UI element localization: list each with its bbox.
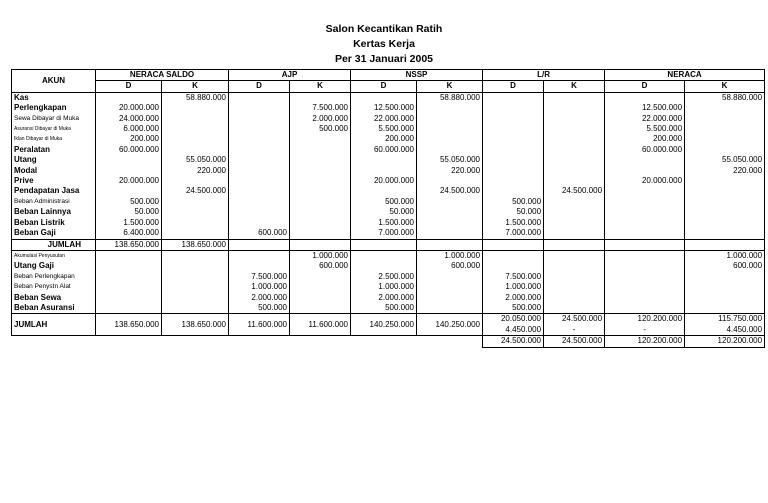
header-neraca: NERACA <box>605 70 765 81</box>
amount-cell: 220.000 <box>417 166 483 176</box>
amount-cell <box>544 134 605 144</box>
amount-cell <box>685 228 765 239</box>
amount-cell <box>229 207 290 217</box>
amount-cell <box>605 303 685 314</box>
amount-cell <box>605 207 685 217</box>
worksheet-title-block <box>0 22 768 67</box>
amount-cell <box>162 250 229 261</box>
amount-cell <box>483 92 544 103</box>
amount-cell <box>605 155 685 165</box>
amount-cell <box>483 166 544 176</box>
amount-cell <box>605 293 685 303</box>
account-row <box>12 186 765 196</box>
amount-cell: 200.000 <box>351 134 417 144</box>
account-row <box>12 261 765 271</box>
account-name: Utang Gaji <box>12 261 96 271</box>
account-row <box>12 134 765 144</box>
amount-cell <box>685 114 765 124</box>
amount-cell <box>229 176 290 186</box>
amount-cell <box>417 103 483 113</box>
amount-cell <box>417 134 483 144</box>
amount-cell <box>483 114 544 124</box>
amount-cell <box>483 134 544 144</box>
amount-cell: 55.050.000 <box>162 155 229 165</box>
amount-cell <box>96 282 162 292</box>
amount-cell: 55.050.000 <box>685 155 765 165</box>
amount-cell: 2.000.000 <box>351 293 417 303</box>
amount-cell <box>544 293 605 303</box>
amount-cell: 7.500.000 <box>483 272 544 282</box>
amount-cell <box>229 261 290 271</box>
amount-cell <box>229 103 290 113</box>
amount-cell <box>290 218 351 228</box>
header-credit: K <box>417 81 483 92</box>
amount-cell <box>605 250 685 261</box>
amount-cell <box>162 197 229 207</box>
amount-cell <box>96 261 162 271</box>
amount-cell: 1.000.000 <box>290 250 351 261</box>
header-nssp: NSSP <box>351 70 483 81</box>
amount-cell <box>685 303 765 314</box>
amount-cell <box>351 250 417 261</box>
total-nssp-debit: 140.250.000 <box>351 314 417 336</box>
amount-cell <box>605 197 685 207</box>
amount-cell <box>162 228 229 239</box>
total-lr-debit: 20.050.000 <box>483 314 544 325</box>
account-name: Beban Penystn Alat <box>12 282 96 292</box>
amount-cell <box>290 197 351 207</box>
amount-cell <box>483 250 544 261</box>
account-name: Modal <box>12 166 96 176</box>
amount-cell: 12.500.000 <box>351 103 417 113</box>
amount-cell <box>417 114 483 124</box>
account-name: Beban Lainnya <box>12 207 96 217</box>
amount-cell: 2.000.000 <box>483 293 544 303</box>
amount-cell: 220.000 <box>685 166 765 176</box>
amount-cell: 7.000.000 <box>483 228 544 239</box>
amount-cell: 600.000 <box>229 228 290 239</box>
amount-cell <box>162 114 229 124</box>
amount-cell <box>162 176 229 186</box>
neraca-profit-credit: 4.450.000 <box>685 325 765 336</box>
amount-cell <box>544 114 605 124</box>
amount-cell <box>290 207 351 217</box>
amount-cell <box>685 176 765 186</box>
amount-cell <box>544 218 605 228</box>
amount-cell <box>229 166 290 176</box>
amount-cell <box>605 261 685 271</box>
amount-cell <box>605 186 685 196</box>
account-name: Asuransi Dibayar di Muka <box>12 124 96 134</box>
neraca-dash: - <box>605 325 685 336</box>
amount-cell <box>544 228 605 239</box>
amount-cell <box>290 145 351 155</box>
amount-cell: 220.000 <box>162 166 229 176</box>
amount-cell: 58.880.000 <box>685 92 765 103</box>
subtotal-row <box>12 239 765 250</box>
amount-cell <box>290 272 351 282</box>
account-name: Pendapatan Jasa <box>12 186 96 196</box>
account-name: Beban Administrasi <box>12 197 96 207</box>
account-row <box>12 303 765 314</box>
account-name: Beban Perlengkapan <box>12 272 96 282</box>
account-name: Beban Sewa <box>12 293 96 303</box>
header-lr: L/R <box>483 70 605 81</box>
amount-cell <box>162 303 229 314</box>
amount-cell <box>229 218 290 228</box>
amount-cell: 600.000 <box>290 261 351 271</box>
amount-cell <box>162 103 229 113</box>
amount-cell: 50.000 <box>483 207 544 217</box>
amount-cell <box>290 155 351 165</box>
account-row <box>12 282 765 292</box>
amount-cell <box>685 282 765 292</box>
amount-cell <box>417 293 483 303</box>
amount-cell <box>544 303 605 314</box>
amount-cell <box>96 293 162 303</box>
amount-cell <box>685 145 765 155</box>
amount-cell <box>162 207 229 217</box>
amount-cell: 60.000.000 <box>605 145 685 155</box>
amount-cell <box>162 282 229 292</box>
amount-cell: 7.000.000 <box>351 228 417 239</box>
period-date: Per 31 Januari 2005 <box>334 53 434 65</box>
total-ns-credit: 138.650.000 <box>162 314 229 336</box>
total-lr-credit: 24.500.000 <box>544 314 605 325</box>
amount-cell <box>605 92 685 103</box>
account-name: Kas <box>12 92 96 103</box>
amount-cell <box>685 103 765 113</box>
amount-cell <box>229 186 290 196</box>
amount-cell <box>544 145 605 155</box>
amount-cell: 6.400.000 <box>96 228 162 239</box>
amount-cell <box>544 250 605 261</box>
amount-cell: 1.500.000 <box>351 218 417 228</box>
account-rows-top <box>12 92 765 239</box>
grand-total-row <box>12 336 765 347</box>
grand-lr-credit: 24.500.000 <box>544 336 605 347</box>
amount-cell <box>605 282 685 292</box>
account-row <box>12 218 765 228</box>
amount-cell <box>544 103 605 113</box>
account-row <box>12 207 765 217</box>
amount-cell <box>351 155 417 165</box>
amount-cell <box>162 261 229 271</box>
amount-cell <box>290 92 351 103</box>
amount-cell <box>417 176 483 186</box>
amount-cell <box>417 124 483 134</box>
amount-cell: 500.000 <box>483 197 544 207</box>
amount-cell: 1.000.000 <box>483 282 544 292</box>
account-row <box>12 176 765 186</box>
amount-cell <box>162 145 229 155</box>
header-credit: K <box>162 81 229 92</box>
amount-cell <box>96 186 162 196</box>
amount-cell: 58.880.000 <box>162 92 229 103</box>
amount-cell <box>162 272 229 282</box>
worksheet-table <box>11 69 765 348</box>
amount-cell: 6.000.000 <box>96 124 162 134</box>
amount-cell <box>417 145 483 155</box>
total-row <box>12 314 765 325</box>
amount-cell: 600.000 <box>685 261 765 271</box>
amount-cell: 1.000.000 <box>229 282 290 292</box>
total-label: JUMLAH <box>12 314 96 336</box>
amount-cell: 22.000.000 <box>351 114 417 124</box>
amount-cell <box>417 228 483 239</box>
amount-cell <box>605 218 685 228</box>
amount-cell <box>417 197 483 207</box>
amount-cell <box>544 124 605 134</box>
account-row <box>12 197 765 207</box>
header-debit: D <box>483 81 544 92</box>
amount-cell: 20.000.000 <box>351 176 417 186</box>
account-rows-bottom <box>12 250 765 313</box>
amount-cell: 55.050.000 <box>417 155 483 165</box>
amount-cell <box>417 207 483 217</box>
amount-cell: 22.000.000 <box>605 114 685 124</box>
amount-cell <box>290 228 351 239</box>
total-ajp-credit: 11.600.000 <box>290 314 351 336</box>
amount-cell <box>162 293 229 303</box>
account-name: Sewa Dibayar di Muka <box>12 114 96 124</box>
company-name: Salon Kecantikan Ratih <box>325 23 443 35</box>
amount-cell <box>417 282 483 292</box>
amount-cell: 20.000.000 <box>96 103 162 113</box>
account-name: Iklan Dibayar di Muka <box>12 134 96 144</box>
amount-cell <box>96 303 162 314</box>
amount-cell <box>162 134 229 144</box>
amount-cell: 58.880.000 <box>417 92 483 103</box>
amount-cell: 1.000.000 <box>417 250 483 261</box>
amount-cell <box>685 134 765 144</box>
amount-cell <box>483 261 544 271</box>
lr-profit-debit: 4.450.000 <box>483 325 544 336</box>
total-neraca-credit: 115.750.000 <box>685 314 765 325</box>
amount-cell <box>96 250 162 261</box>
amount-cell: 500.000 <box>351 197 417 207</box>
amount-cell <box>685 124 765 134</box>
amount-cell <box>685 186 765 196</box>
grand-neraca-debit: 120.200.000 <box>605 336 685 347</box>
amount-cell: 50.000 <box>351 207 417 217</box>
amount-cell: 500.000 <box>229 303 290 314</box>
amount-cell: 1.000.000 <box>685 250 765 261</box>
amount-cell: 1.000.000 <box>351 282 417 292</box>
amount-cell <box>544 261 605 271</box>
amount-cell <box>483 124 544 134</box>
account-row <box>12 250 765 261</box>
account-row <box>12 155 765 165</box>
amount-cell <box>685 272 765 282</box>
amount-cell <box>483 186 544 196</box>
amount-cell: 200.000 <box>605 134 685 144</box>
amount-cell: 500.000 <box>351 303 417 314</box>
amount-cell <box>544 197 605 207</box>
subtotal-credit: 138.650.000 <box>162 239 229 250</box>
amount-cell <box>290 303 351 314</box>
amount-cell <box>483 103 544 113</box>
grand-neraca-credit: 120.200.000 <box>685 336 765 347</box>
amount-cell <box>96 272 162 282</box>
total-ns-debit: 138.650.000 <box>96 314 162 336</box>
amount-cell <box>544 207 605 217</box>
amount-cell <box>290 293 351 303</box>
amount-cell: 5.500.000 <box>605 124 685 134</box>
amount-cell: 500.000 <box>96 197 162 207</box>
amount-cell <box>544 272 605 282</box>
header-akun: AKUN <box>12 70 96 93</box>
amount-cell <box>605 272 685 282</box>
amount-cell <box>483 145 544 155</box>
account-name: Peralatan <box>12 145 96 155</box>
account-row <box>12 114 765 124</box>
account-row <box>12 124 765 134</box>
amount-cell: 2.000.000 <box>290 114 351 124</box>
header-debit: D <box>351 81 417 92</box>
amount-cell: 24.000.000 <box>96 114 162 124</box>
amount-cell <box>544 155 605 165</box>
amount-cell: 12.500.000 <box>605 103 685 113</box>
amount-cell <box>483 176 544 186</box>
amount-cell: 20.000.000 <box>605 176 685 186</box>
header-credit: K <box>544 81 605 92</box>
amount-cell <box>685 197 765 207</box>
document-name: Kertas Kerja <box>353 38 415 50</box>
amount-cell: 60.000.000 <box>351 145 417 155</box>
total-nssp-credit: 140.250.000 <box>417 314 483 336</box>
amount-cell <box>417 218 483 228</box>
amount-cell <box>605 228 685 239</box>
account-name: Beban Listrik <box>12 218 96 228</box>
amount-cell <box>162 124 229 134</box>
amount-cell: 600.000 <box>417 261 483 271</box>
amount-cell: 1.500.000 <box>483 218 544 228</box>
amount-cell <box>417 272 483 282</box>
amount-cell: 2.500.000 <box>351 272 417 282</box>
amount-cell: 7.500.000 <box>290 103 351 113</box>
account-name: Akumulasi Penyusutan <box>12 250 96 261</box>
amount-cell <box>96 92 162 103</box>
account-name: Prive <box>12 176 96 186</box>
lr-dash: - <box>544 325 605 336</box>
account-row <box>12 228 765 239</box>
amount-cell <box>685 218 765 228</box>
amount-cell <box>229 155 290 165</box>
amount-cell <box>290 176 351 186</box>
header-credit: K <box>290 81 351 92</box>
account-row <box>12 166 765 176</box>
account-name: Utang <box>12 155 96 165</box>
amount-cell <box>685 207 765 217</box>
amount-cell <box>162 218 229 228</box>
amount-cell: 24.500.000 <box>162 186 229 196</box>
header-debit: D <box>96 81 162 92</box>
amount-cell <box>605 166 685 176</box>
amount-cell <box>229 92 290 103</box>
amount-cell: 500.000 <box>483 303 544 314</box>
amount-cell <box>229 197 290 207</box>
amount-cell: 1.500.000 <box>96 218 162 228</box>
amount-cell <box>544 166 605 176</box>
account-row <box>12 103 765 113</box>
amount-cell: 200.000 <box>96 134 162 144</box>
subtotal-debit: 138.650.000 <box>96 239 162 250</box>
amount-cell <box>229 250 290 261</box>
amount-cell: 20.000.000 <box>96 176 162 186</box>
amount-cell <box>544 92 605 103</box>
amount-cell <box>229 114 290 124</box>
total-ajp-debit: 11.600.000 <box>229 314 290 336</box>
account-name: Beban Gaji <box>12 228 96 239</box>
account-row <box>12 293 765 303</box>
account-name: Beban Asuransi <box>12 303 96 314</box>
amount-cell <box>229 145 290 155</box>
amount-cell <box>96 155 162 165</box>
account-row <box>12 272 765 282</box>
amount-cell <box>351 166 417 176</box>
total-neraca-debit: 120.200.000 <box>605 314 685 325</box>
header-debit: D <box>229 81 290 92</box>
amount-cell: 24.500.000 <box>417 186 483 196</box>
amount-cell <box>351 261 417 271</box>
amount-cell <box>229 134 290 144</box>
amount-cell <box>483 155 544 165</box>
amount-cell <box>290 282 351 292</box>
amount-cell <box>229 124 290 134</box>
amount-cell: 2.000.000 <box>229 293 290 303</box>
amount-cell: 500.000 <box>290 124 351 134</box>
amount-cell: 7.500.000 <box>229 272 290 282</box>
amount-cell <box>685 293 765 303</box>
amount-cell <box>290 166 351 176</box>
header-neraca-saldo: NERACA SALDO <box>96 70 229 81</box>
amount-cell: 50.000 <box>96 207 162 217</box>
account-row <box>12 92 765 103</box>
amount-cell <box>290 134 351 144</box>
amount-cell <box>96 166 162 176</box>
account-name: Perlengkapan <box>12 103 96 113</box>
amount-cell: 60.000.000 <box>96 145 162 155</box>
amount-cell <box>351 92 417 103</box>
amount-cell <box>544 282 605 292</box>
amount-cell: 24.500.000 <box>544 186 605 196</box>
subtotal-label: JUMLAH <box>12 239 96 250</box>
amount-cell <box>417 303 483 314</box>
amount-cell <box>351 186 417 196</box>
header-credit: K <box>685 81 765 92</box>
header-debit: D <box>605 81 685 92</box>
account-row <box>12 145 765 155</box>
amount-cell <box>544 176 605 186</box>
grand-lr-debit: 24.500.000 <box>483 336 544 347</box>
amount-cell: 5.500.000 <box>351 124 417 134</box>
header-ajp: AJP <box>229 70 351 81</box>
amount-cell <box>290 186 351 196</box>
